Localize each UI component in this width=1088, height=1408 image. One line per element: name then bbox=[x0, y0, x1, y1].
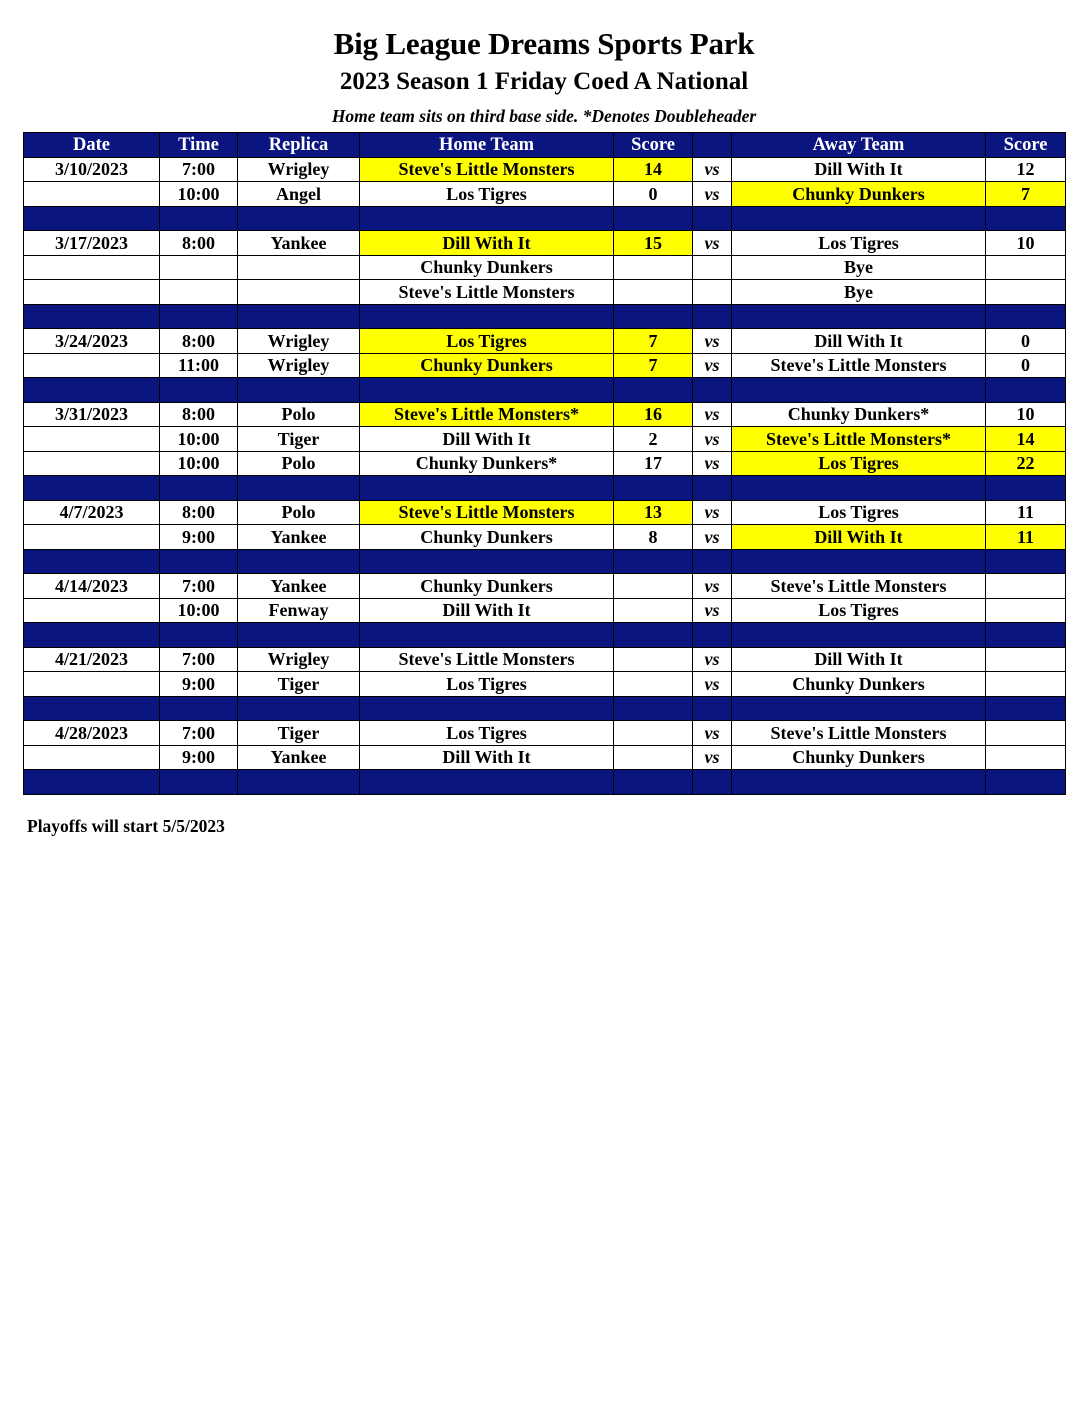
cell-replica: Polo bbox=[238, 451, 360, 476]
separator-cell bbox=[732, 549, 986, 574]
cell-time: 9:00 bbox=[160, 525, 238, 550]
separator-cell bbox=[986, 549, 1066, 574]
separator-cell bbox=[614, 696, 693, 721]
separator-cell bbox=[238, 206, 360, 231]
cell-time bbox=[160, 255, 238, 280]
cell-replica: Angel bbox=[238, 182, 360, 207]
col-header-date: Date bbox=[24, 133, 160, 158]
table-row bbox=[24, 672, 1066, 697]
cell-date: 3/31/2023 bbox=[24, 402, 160, 427]
cell-time: 8:00 bbox=[160, 329, 238, 354]
col-header-replica: Replica bbox=[238, 133, 360, 158]
separator-cell bbox=[732, 623, 986, 648]
separator-cell bbox=[693, 304, 732, 329]
cell-home-score: 16 bbox=[614, 402, 693, 427]
table-row bbox=[24, 525, 1066, 550]
table-row bbox=[24, 329, 1066, 354]
cell-vs: vs bbox=[693, 402, 732, 427]
separator-cell bbox=[693, 770, 732, 795]
cell-time: 7:00 bbox=[160, 647, 238, 672]
cell-home-score bbox=[614, 745, 693, 770]
cell-home-team: Los Tigres bbox=[360, 721, 614, 746]
separator-cell bbox=[160, 549, 238, 574]
cell-date: 4/14/2023 bbox=[24, 574, 160, 599]
cell-time: 9:00 bbox=[160, 745, 238, 770]
cell-home-team: Steve's Little Monsters* bbox=[360, 402, 614, 427]
separator-cell bbox=[614, 206, 693, 231]
cell-home-team: Los Tigres bbox=[360, 672, 614, 697]
cell-date: 3/10/2023 bbox=[24, 157, 160, 182]
separator-cell bbox=[693, 206, 732, 231]
separator-cell bbox=[986, 696, 1066, 721]
cell-away-team: Chunky Dunkers bbox=[732, 182, 986, 207]
cell-time: 9:00 bbox=[160, 672, 238, 697]
cell-replica: Wrigley bbox=[238, 647, 360, 672]
cell-away-team: Chunky Dunkers bbox=[732, 745, 986, 770]
separator-cell bbox=[693, 378, 732, 403]
table-row bbox=[24, 231, 1066, 256]
cell-home-score bbox=[614, 255, 693, 280]
cell-away-score: 14 bbox=[986, 427, 1066, 452]
cell-away-team: Dill With It bbox=[732, 157, 986, 182]
cell-away-team: Los Tigres bbox=[732, 231, 986, 256]
separator-cell bbox=[24, 206, 160, 231]
cell-replica: Wrigley bbox=[238, 157, 360, 182]
table-row bbox=[24, 353, 1066, 378]
separator-cell bbox=[360, 476, 614, 501]
cell-date bbox=[24, 525, 160, 550]
separator-cell bbox=[986, 770, 1066, 795]
cell-home-team: Chunky Dunkers* bbox=[360, 451, 614, 476]
separator-cell bbox=[24, 623, 160, 648]
cell-vs: vs bbox=[693, 574, 732, 599]
cell-date: 3/24/2023 bbox=[24, 329, 160, 354]
separator-cell bbox=[614, 378, 693, 403]
cell-vs: vs bbox=[693, 598, 732, 623]
cell-away-score bbox=[986, 647, 1066, 672]
cell-replica bbox=[238, 255, 360, 280]
table-row bbox=[24, 182, 1066, 207]
cell-away-score bbox=[986, 255, 1066, 280]
table-row bbox=[24, 451, 1066, 476]
separator-cell bbox=[732, 696, 986, 721]
cell-away-team: Steve's Little Monsters bbox=[732, 721, 986, 746]
separator-cell bbox=[986, 476, 1066, 501]
separator-cell bbox=[360, 206, 614, 231]
cell-date bbox=[24, 427, 160, 452]
separator-cell bbox=[24, 476, 160, 501]
separator-cell bbox=[614, 770, 693, 795]
cell-vs: vs bbox=[693, 525, 732, 550]
separator-cell bbox=[360, 549, 614, 574]
separator-cell bbox=[360, 696, 614, 721]
schedule-table bbox=[23, 132, 1066, 795]
cell-vs: vs bbox=[693, 329, 732, 354]
table-row bbox=[24, 647, 1066, 672]
separator-row bbox=[24, 696, 1066, 721]
separator-cell bbox=[614, 304, 693, 329]
cell-date bbox=[24, 672, 160, 697]
cell-away-team: Chunky Dunkers bbox=[732, 672, 986, 697]
separator-cell bbox=[986, 623, 1066, 648]
table-header-row bbox=[24, 133, 1066, 158]
table-row bbox=[24, 574, 1066, 599]
separator-cell bbox=[160, 378, 238, 403]
cell-replica bbox=[238, 280, 360, 305]
cell-home-team: Los Tigres bbox=[360, 329, 614, 354]
cell-home-team: Chunky Dunkers bbox=[360, 574, 614, 599]
cell-home-score: 13 bbox=[614, 500, 693, 525]
separator-cell bbox=[986, 378, 1066, 403]
cell-vs: vs bbox=[693, 500, 732, 525]
cell-vs: vs bbox=[693, 745, 732, 770]
separator-cell bbox=[24, 549, 160, 574]
cell-vs bbox=[693, 255, 732, 280]
cell-date bbox=[24, 280, 160, 305]
cell-replica: Tiger bbox=[238, 721, 360, 746]
cell-date: 4/21/2023 bbox=[24, 647, 160, 672]
separator-cell bbox=[24, 696, 160, 721]
cell-home-score bbox=[614, 647, 693, 672]
separator-cell bbox=[732, 476, 986, 501]
cell-home-team: Chunky Dunkers bbox=[360, 353, 614, 378]
separator-cell bbox=[732, 378, 986, 403]
cell-home-team: Chunky Dunkers bbox=[360, 255, 614, 280]
separator-cell bbox=[614, 476, 693, 501]
cell-away-team: Steve's Little Monsters bbox=[732, 574, 986, 599]
cell-date: 4/7/2023 bbox=[24, 500, 160, 525]
cell-home-score bbox=[614, 574, 693, 599]
table-row bbox=[24, 745, 1066, 770]
separator-cell bbox=[614, 623, 693, 648]
cell-time: 8:00 bbox=[160, 500, 238, 525]
cell-away-score: 10 bbox=[986, 231, 1066, 256]
schedule-note: Home team sits on third base side. *Denotes Doubleheader bbox=[331, 106, 757, 126]
cell-vs: vs bbox=[693, 451, 732, 476]
cell-home-score: 7 bbox=[614, 329, 693, 354]
separator-cell bbox=[986, 304, 1066, 329]
table-row bbox=[24, 598, 1066, 623]
separator-cell bbox=[238, 304, 360, 329]
cell-vs: vs bbox=[693, 182, 732, 207]
cell-home-score bbox=[614, 280, 693, 305]
separator-cell bbox=[160, 623, 238, 648]
cell-away-team: Bye bbox=[732, 280, 986, 305]
cell-time: 10:00 bbox=[160, 598, 238, 623]
cell-away-team: Los Tigres bbox=[732, 500, 986, 525]
cell-replica: Polo bbox=[238, 500, 360, 525]
cell-replica: Wrigley bbox=[238, 353, 360, 378]
cell-home-team: Steve's Little Monsters bbox=[360, 280, 614, 305]
playoffs-note: Playoffs will start 5/5/2023 bbox=[27, 816, 225, 836]
cell-replica: Tiger bbox=[238, 672, 360, 697]
cell-time: 7:00 bbox=[160, 574, 238, 599]
cell-time: 8:00 bbox=[160, 402, 238, 427]
cell-away-score: 7 bbox=[986, 182, 1066, 207]
separator-cell bbox=[160, 770, 238, 795]
separator-row bbox=[24, 770, 1066, 795]
cell-replica: Polo bbox=[238, 402, 360, 427]
cell-date: 3/17/2023 bbox=[24, 231, 160, 256]
cell-home-team: Steve's Little Monsters bbox=[360, 157, 614, 182]
cell-replica: Yankee bbox=[238, 745, 360, 770]
cell-home-score: 0 bbox=[614, 182, 693, 207]
cell-away-score bbox=[986, 745, 1066, 770]
cell-home-team: Chunky Dunkers bbox=[360, 525, 614, 550]
table-row bbox=[24, 280, 1066, 305]
cell-away-team: Steve's Little Monsters bbox=[732, 353, 986, 378]
table-row bbox=[24, 402, 1066, 427]
cell-vs: vs bbox=[693, 157, 732, 182]
cell-home-team: Dill With It bbox=[360, 231, 614, 256]
cell-away-score: 12 bbox=[986, 157, 1066, 182]
separator-cell bbox=[160, 476, 238, 501]
cell-home-score: 7 bbox=[614, 353, 693, 378]
cell-time: 10:00 bbox=[160, 427, 238, 452]
cell-away-team: Dill With It bbox=[732, 525, 986, 550]
table-row bbox=[24, 255, 1066, 280]
cell-away-score: 11 bbox=[986, 525, 1066, 550]
cell-replica: Yankee bbox=[238, 525, 360, 550]
cell-home-score: 2 bbox=[614, 427, 693, 452]
cell-time: 10:00 bbox=[160, 451, 238, 476]
cell-away-team: Dill With It bbox=[732, 329, 986, 354]
separator-cell bbox=[238, 378, 360, 403]
cell-replica: Tiger bbox=[238, 427, 360, 452]
cell-home-score bbox=[614, 721, 693, 746]
separator-row bbox=[24, 304, 1066, 329]
separator-cell bbox=[160, 304, 238, 329]
separator-cell bbox=[732, 304, 986, 329]
cell-away-score bbox=[986, 672, 1066, 697]
cell-home-score: 8 bbox=[614, 525, 693, 550]
separator-cell bbox=[614, 549, 693, 574]
separator-cell bbox=[732, 206, 986, 231]
cell-date: 4/28/2023 bbox=[24, 721, 160, 746]
page-title: Big League Dreams Sports Park bbox=[333, 26, 755, 61]
separator-cell bbox=[693, 476, 732, 501]
cell-home-team: Steve's Little Monsters bbox=[360, 647, 614, 672]
cell-away-score: 0 bbox=[986, 329, 1066, 354]
cell-away-team: Los Tigres bbox=[732, 451, 986, 476]
cell-away-score bbox=[986, 721, 1066, 746]
cell-date bbox=[24, 255, 160, 280]
cell-vs: vs bbox=[693, 672, 732, 697]
separator-cell bbox=[732, 770, 986, 795]
cell-away-team: Steve's Little Monsters* bbox=[732, 427, 986, 452]
cell-away-score: 11 bbox=[986, 500, 1066, 525]
cell-time: 7:00 bbox=[160, 157, 238, 182]
cell-vs: vs bbox=[693, 427, 732, 452]
separator-row bbox=[24, 623, 1066, 648]
separator-cell bbox=[360, 623, 614, 648]
col-header-away-team: Away Team bbox=[732, 133, 986, 158]
separator-cell bbox=[24, 378, 160, 403]
cell-home-score: 15 bbox=[614, 231, 693, 256]
cell-home-score: 14 bbox=[614, 157, 693, 182]
cell-time: 7:00 bbox=[160, 721, 238, 746]
separator-row bbox=[24, 378, 1066, 403]
cell-home-team: Dill With It bbox=[360, 598, 614, 623]
separator-cell bbox=[693, 623, 732, 648]
cell-date bbox=[24, 182, 160, 207]
col-header-vs bbox=[693, 133, 732, 158]
separator-cell bbox=[360, 378, 614, 403]
separator-cell bbox=[360, 304, 614, 329]
cell-home-team: Dill With It bbox=[360, 427, 614, 452]
table-row bbox=[24, 157, 1066, 182]
page-subtitle: 2023 Season 1 Friday Coed A National bbox=[339, 68, 749, 95]
separator-cell bbox=[693, 549, 732, 574]
cell-home-score bbox=[614, 598, 693, 623]
cell-vs bbox=[693, 280, 732, 305]
cell-time bbox=[160, 280, 238, 305]
cell-away-score bbox=[986, 598, 1066, 623]
separator-cell bbox=[986, 206, 1066, 231]
cell-replica: Fenway bbox=[238, 598, 360, 623]
table-row bbox=[24, 721, 1066, 746]
cell-vs: vs bbox=[693, 231, 732, 256]
table-row bbox=[24, 500, 1066, 525]
cell-away-team: Chunky Dunkers* bbox=[732, 402, 986, 427]
cell-replica: Wrigley bbox=[238, 329, 360, 354]
table-row bbox=[24, 427, 1066, 452]
cell-time: 10:00 bbox=[160, 182, 238, 207]
separator-cell bbox=[238, 696, 360, 721]
col-header-away-score: Score bbox=[986, 133, 1066, 158]
cell-date bbox=[24, 598, 160, 623]
separator-cell bbox=[693, 696, 732, 721]
cell-away-score: 22 bbox=[986, 451, 1066, 476]
separator-row bbox=[24, 476, 1066, 501]
separator-cell bbox=[24, 304, 160, 329]
cell-date bbox=[24, 745, 160, 770]
col-header-time: Time bbox=[160, 133, 238, 158]
cell-vs: vs bbox=[693, 353, 732, 378]
cell-away-team: Dill With It bbox=[732, 647, 986, 672]
cell-date bbox=[24, 353, 160, 378]
cell-home-team: Los Tigres bbox=[360, 182, 614, 207]
cell-vs: vs bbox=[693, 647, 732, 672]
cell-home-score bbox=[614, 672, 693, 697]
cell-replica: Yankee bbox=[238, 574, 360, 599]
schedule-body bbox=[24, 157, 1066, 794]
separator-cell bbox=[360, 770, 614, 795]
cell-away-score bbox=[986, 280, 1066, 305]
separator-cell bbox=[238, 549, 360, 574]
cell-replica: Yankee bbox=[238, 231, 360, 256]
cell-time: 8:00 bbox=[160, 231, 238, 256]
cell-home-team: Steve's Little Monsters bbox=[360, 500, 614, 525]
col-header-home-score: Score bbox=[614, 133, 693, 158]
cell-away-score: 0 bbox=[986, 353, 1066, 378]
separator-cell bbox=[238, 623, 360, 648]
separator-cell bbox=[24, 770, 160, 795]
cell-away-score bbox=[986, 574, 1066, 599]
separator-row bbox=[24, 549, 1066, 574]
cell-time: 11:00 bbox=[160, 353, 238, 378]
cell-date bbox=[24, 451, 160, 476]
cell-away-team: Los Tigres bbox=[732, 598, 986, 623]
separator-cell bbox=[238, 770, 360, 795]
col-header-home-team: Home Team bbox=[360, 133, 614, 158]
cell-vs: vs bbox=[693, 721, 732, 746]
separator-cell bbox=[160, 206, 238, 231]
cell-home-score: 17 bbox=[614, 451, 693, 476]
separator-cell bbox=[238, 476, 360, 501]
cell-away-score: 10 bbox=[986, 402, 1066, 427]
cell-home-team: Dill With It bbox=[360, 745, 614, 770]
cell-away-team: Bye bbox=[732, 255, 986, 280]
separator-row bbox=[24, 206, 1066, 231]
separator-cell bbox=[160, 696, 238, 721]
